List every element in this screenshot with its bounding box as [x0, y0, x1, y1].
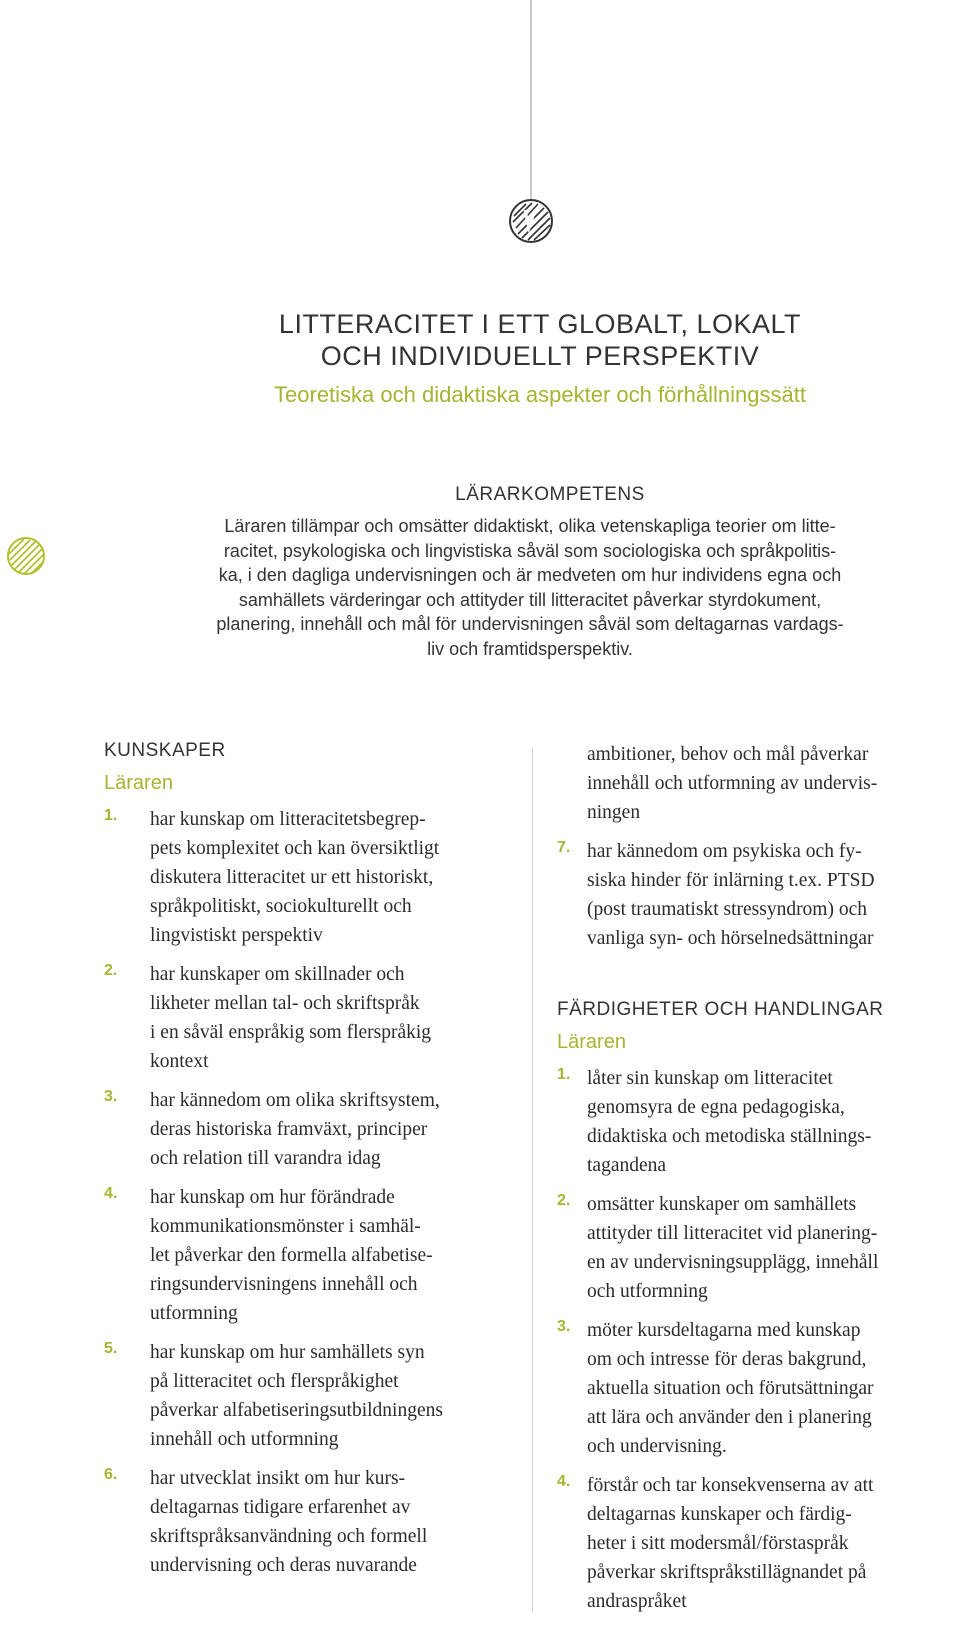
item-number: 3. — [557, 1318, 571, 1335]
knowledge-list — [104, 805, 524, 1580]
competence-paragraph — [140, 514, 920, 661]
item-text: har kunskap om litteracitetsbegrep- pets komplexitet och kan översiktligt diskutera litteracitet ur ett historiskt, språkpolitiskt, sociokulturellt och lingvistiskt perspektiv — [150, 809, 440, 946]
item-text: har kunskaper om skillnader och likheter mellan tal- och skriftspråk i en såväl enspråkig som flerspråkig kontext — [150, 964, 432, 1072]
item-text: förstår och tar konsekvenserna av att deltagarnas kunskaper och färdig- heter i sitt modersmål/förstaspråk påverkar skriftspråkstillägnandet på andraspråket — [587, 1475, 874, 1612]
item-text: har kännedom om psykiska och fy- siska hinder för inlärning t.ex. PTSD (post traumatiskt stressyndrom) och vanliga syn- och hörselnedsättningar — [587, 841, 875, 949]
knowledge-column — [104, 740, 524, 1590]
item-number: 5. — [104, 1340, 118, 1357]
knowledge-subheading: Läraren — [104, 772, 173, 794]
competence-heading: LÄRARKOMPETENS — [455, 484, 645, 505]
item-6-continued: ambitioner, behov och mål påverkar innehåll och utformning av undervis- ningen — [587, 744, 878, 823]
list-item — [557, 1064, 957, 1180]
skills-heading: FÄRDIGHETER OCH HANDLINGAR — [557, 999, 884, 1020]
competence-line: racitet, psykologiska och lingvistiska såväl som sociologiska och språkpolitis- — [223, 540, 837, 561]
page-title — [180, 308, 900, 372]
list-item — [557, 837, 957, 953]
item-number: 4. — [557, 1473, 571, 1490]
skills-subheading: Läraren — [557, 1031, 626, 1053]
item-number: 3. — [104, 1088, 118, 1105]
list-item — [104, 805, 524, 950]
list-item — [104, 960, 524, 1076]
item-text: omsätter kunskaper om samhällets attityder till litteracitet vid planering- en av undervisningsupplägg, innehåll och utformning — [587, 1194, 879, 1302]
scribble-ball-icon — [508, 198, 554, 244]
list-item — [557, 1190, 957, 1306]
skills-list — [557, 1064, 957, 1616]
list-item — [557, 1471, 957, 1616]
item-text: låter sin kunskap om litteracitet genomsyra de egna pedagogiska, didaktiska och metodiska ställnings- tagandena — [587, 1068, 872, 1176]
item-text: har kunskap om hur samhällets syn på litteracitet och flerspråkighet påverkar alfabetiseringsutbildningens innehåll och utformning — [150, 1342, 443, 1450]
item-text: har kunskap om hur förändrade kommunikationsmönster i samhäl- let påverkar den formella alfabetise- ringsundervisningens innehåll och utformning — [150, 1187, 433, 1324]
item-text: möter kursdeltagarna med kunskap om och intresse för deras bakgrund, aktuella situation och förutsättningar att lära och använder den i planering och undervisning. — [587, 1320, 874, 1457]
item-number: 2. — [104, 962, 118, 979]
competence-line: planering, innehåll och mål för undervisningen såväl som deltagarnas vardags- — [216, 614, 844, 634]
page-subtitle: Teoretiska och didaktiska aspekter och förhållningssätt — [274, 382, 806, 407]
competence-line: Läraren tillämpar och omsätter didaktiskt, olika vetenskapliga teorier om litte- — [224, 516, 836, 536]
item-text: har kännedom om olika skriftsystem, deras historiska framväxt, principer och relation till varandra idag — [150, 1090, 440, 1169]
competence-line: liv och framtidsperspektiv. — [427, 638, 633, 659]
green-scribble-icon — [6, 536, 46, 576]
list-item — [104, 1464, 524, 1580]
item-number: 1. — [104, 807, 118, 824]
list-item — [104, 1338, 524, 1454]
item-number: 2. — [557, 1192, 571, 1209]
item-number: 7. — [557, 839, 571, 856]
list-item — [557, 1316, 957, 1461]
hanging-string — [530, 0, 532, 200]
title-line-2: OCH INDIVIDUELLT PERSPEKTIV — [320, 341, 760, 371]
title-line-1: LITTERACITET I ETT GLOBALT, LOKALT — [278, 309, 802, 339]
item-number: 4. — [104, 1185, 118, 1202]
item-number: 6. — [104, 1466, 118, 1483]
list-item — [104, 1086, 524, 1173]
knowledge-heading: KUNSKAPER — [104, 740, 226, 761]
column-divider — [532, 748, 533, 1612]
list-item — [104, 1183, 524, 1328]
knowledge-list-continued — [557, 837, 957, 953]
competence-line: samhällets värderingar och attityder till litteracitet påverkar styrdokument, — [238, 589, 822, 610]
item-text: har utvecklat insikt om hur kurs- deltagarnas tidigare erfarenhet av skriftspråksanvändning och formell undervisning och deras nuvarande — [150, 1468, 428, 1576]
item-number: 1. — [557, 1066, 571, 1083]
right-column — [557, 740, 957, 1626]
competence-line: ka, i den dagliga undervisningen och är medveten om hur individens egna och — [218, 565, 842, 585]
